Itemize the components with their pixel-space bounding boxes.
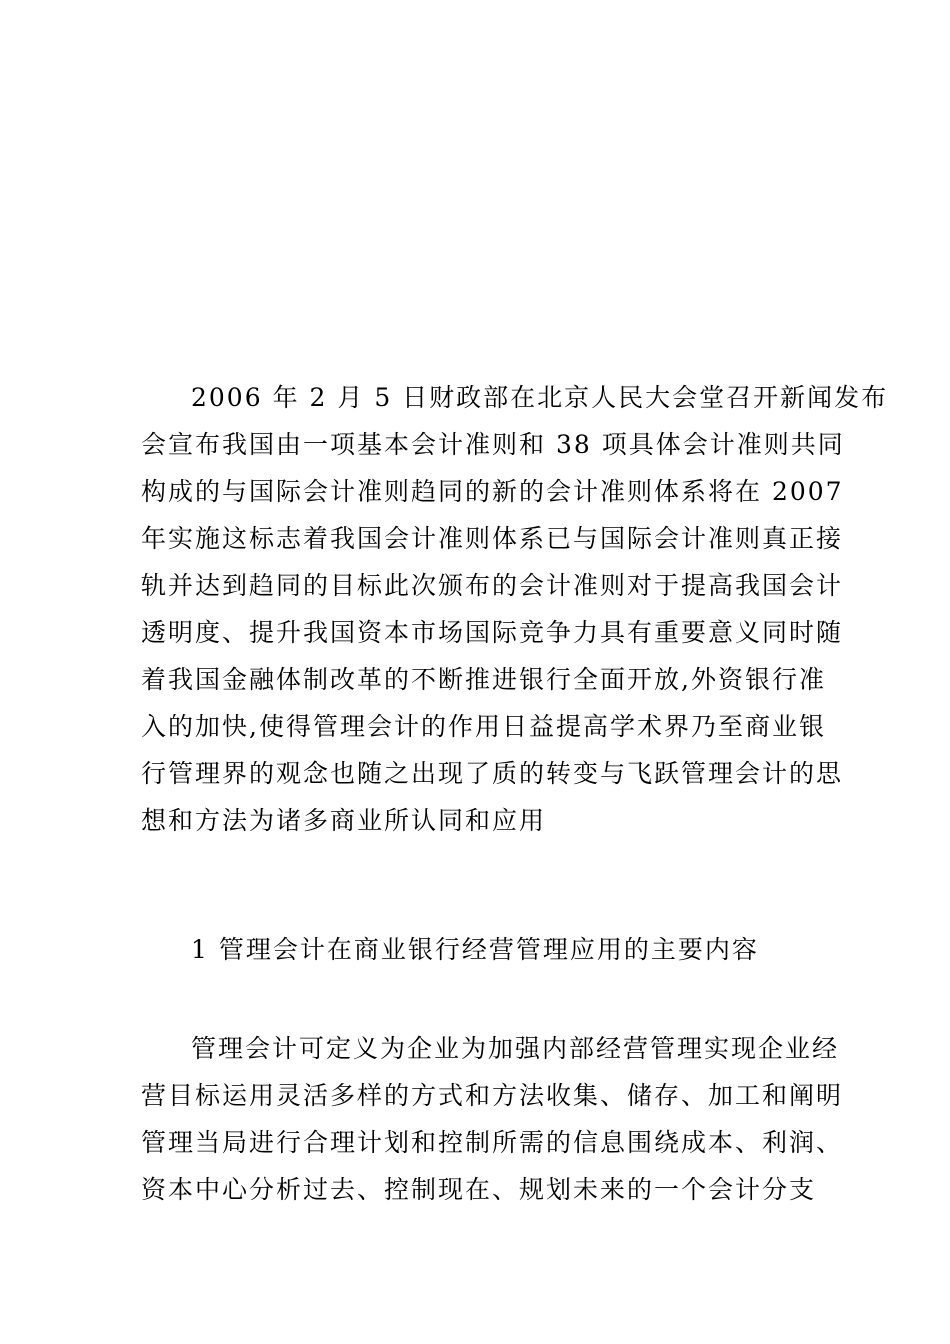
paragraph-line: 构成的与国际会计准则趋同的新的会计准则体系将在 2007 bbox=[141, 477, 844, 506]
paragraph-line: 2006 年 2 月 5 日财政部在北京人民大会堂召开新闻发布 bbox=[191, 383, 889, 412]
paragraph-line: 透明度、提升我国资本市场国际竞争力具有重要意义同时随 bbox=[141, 618, 844, 647]
paragraph-line: 年实施这标志着我国会计准则体系已与国际会计准则真正接 bbox=[141, 524, 844, 553]
paragraph-line: 轨并达到趋同的目标此次颁布的会计准则对于提高我国会计 bbox=[141, 571, 844, 600]
paragraph-line: 管理当局进行合理计划和控制所需的信息围绕成本、利润、 bbox=[141, 1128, 844, 1157]
section-heading-text: 1 管理会计在商业银行经营管理应用的主要内容 bbox=[191, 935, 759, 964]
paragraph-line: 会宣布我国由一项基本会计准则和 38 项具体会计准则共同 bbox=[141, 430, 845, 459]
section-heading bbox=[141, 926, 811, 973]
paragraph-line: 资本中心分析过去、控制现在、规划未来的一个会计分支 bbox=[141, 1175, 817, 1204]
paragraph-line: 想和方法为诸多商业所认同和应用 bbox=[141, 806, 547, 835]
paragraph-line: 着我国金融体制改革的不断推进银行全面开放,外资银行准 bbox=[141, 665, 826, 694]
paragraph-line: 入的加快,使得管理会计的作用日益提高学术界乃至商业银 bbox=[141, 712, 826, 741]
paragraph-definition bbox=[141, 1025, 844, 1213]
paragraph-intro bbox=[141, 374, 889, 844]
paragraph-line: 管理会计可定义为企业为加强内部经营管理实现企业经 bbox=[191, 1034, 840, 1063]
paragraph-line: 营目标运用灵活多样的方式和方法收集、储存、加工和阐明 bbox=[141, 1081, 844, 1110]
paragraph-line: 行管理界的观念也随之出现了质的转变与飞跃管理会计的思 bbox=[141, 759, 844, 788]
